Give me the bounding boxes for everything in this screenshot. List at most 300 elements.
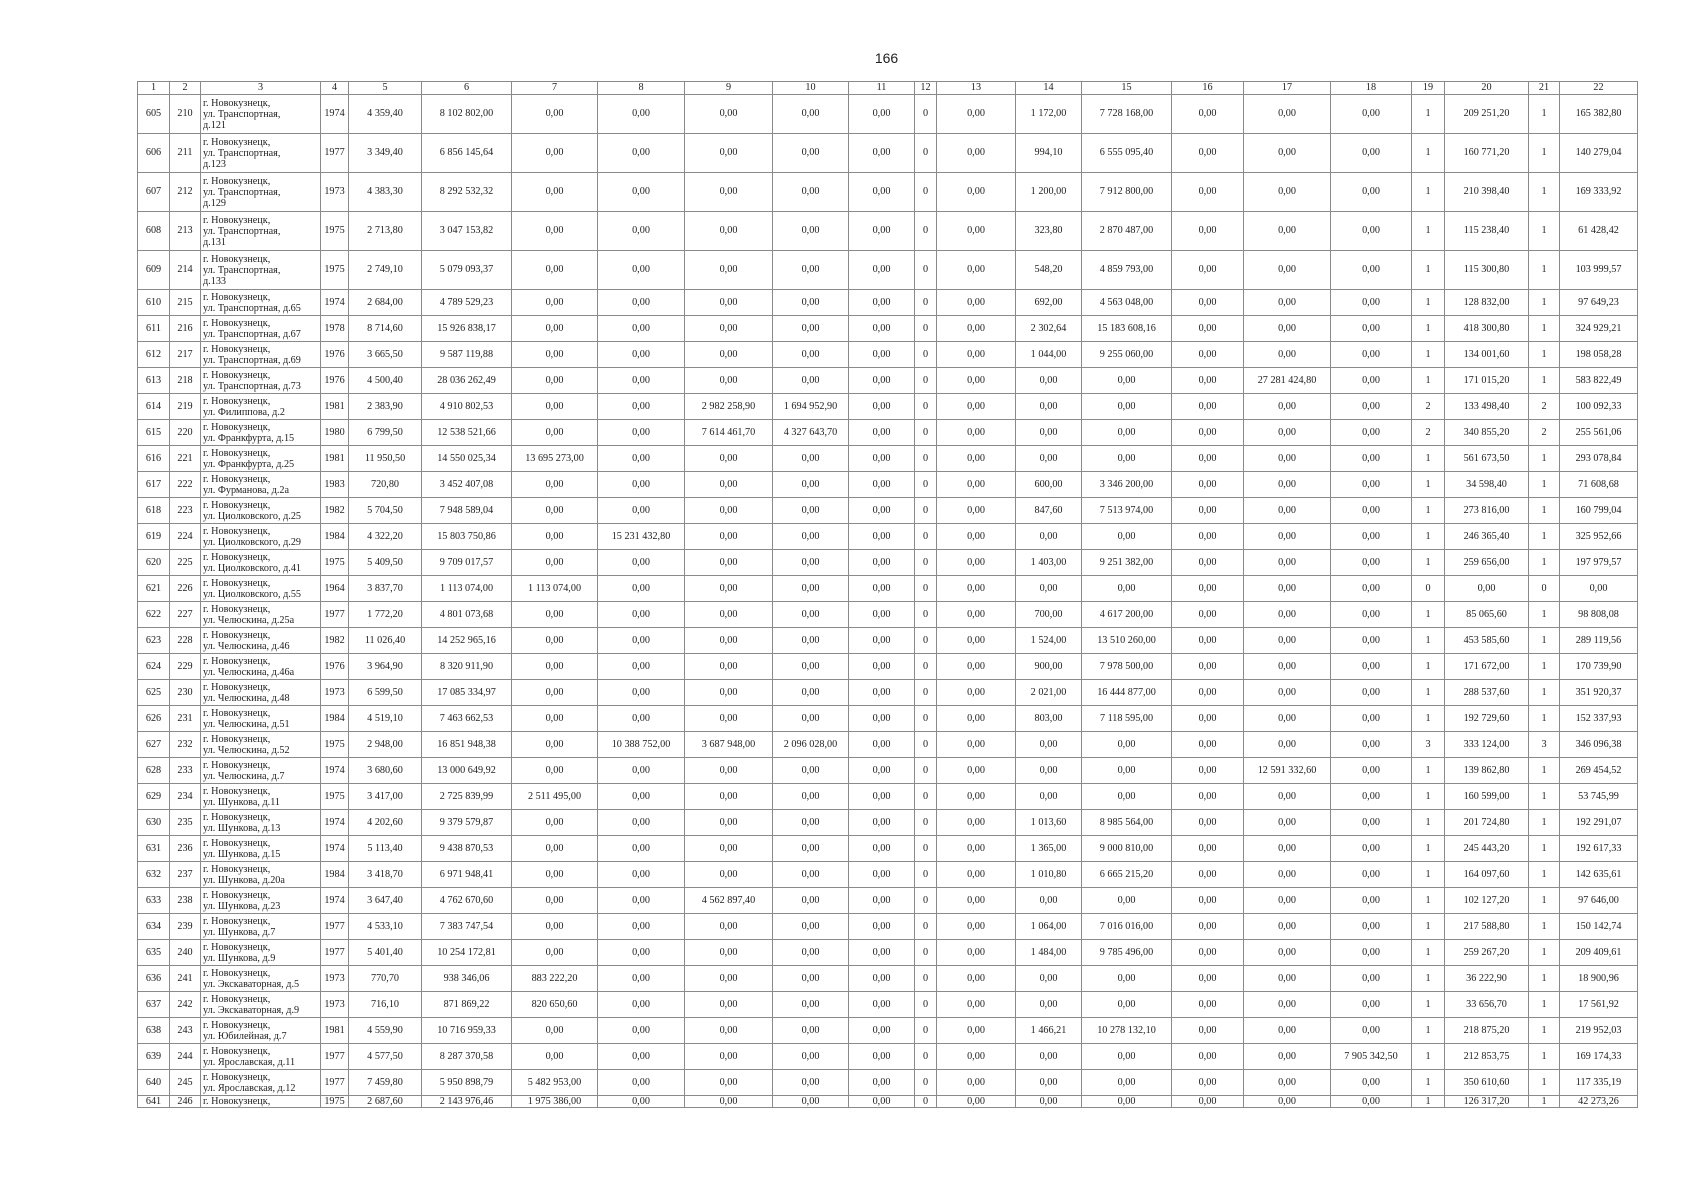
table-cell: 0,00 bbox=[1331, 784, 1412, 810]
table-cell: 33 656,70 bbox=[1445, 992, 1529, 1018]
column-number-20: 20 bbox=[1445, 82, 1529, 95]
table-cell: 212 853,75 bbox=[1445, 1044, 1529, 1070]
table-cell: 7 118 595,00 bbox=[1082, 706, 1172, 732]
column-number-4: 4 bbox=[321, 82, 349, 95]
table-cell: 623 bbox=[138, 628, 170, 654]
table-cell: 8 320 911,90 bbox=[422, 654, 512, 680]
table-cell: 0,00 bbox=[937, 342, 1016, 368]
table-cell: 0,00 bbox=[773, 1044, 849, 1070]
table-cell: 624 bbox=[138, 654, 170, 680]
table-cell: 350 610,60 bbox=[1445, 1070, 1529, 1096]
table-row bbox=[138, 1096, 1638, 1108]
table-cell: 617 bbox=[138, 472, 170, 498]
table-cell: 1973 bbox=[321, 680, 349, 706]
table-cell: 0,00 bbox=[1016, 446, 1082, 472]
table-cell: 0,00 bbox=[773, 862, 849, 888]
table-cell: 605 bbox=[138, 95, 170, 134]
table-cell: 2 302,64 bbox=[1016, 316, 1082, 342]
table-cell: 246 365,40 bbox=[1445, 524, 1529, 550]
table-row bbox=[138, 446, 1638, 472]
table-cell: 1983 bbox=[321, 472, 349, 498]
table-cell: 0 bbox=[915, 95, 937, 134]
table-cell: 0 bbox=[915, 1018, 937, 1044]
table-cell: 171 015,20 bbox=[1445, 368, 1529, 394]
table-row bbox=[138, 680, 1638, 706]
table-cell: 619 bbox=[138, 524, 170, 550]
table-cell: 0,00 bbox=[1172, 394, 1244, 420]
table-cell: 0,00 bbox=[598, 173, 685, 212]
table-cell: 0,00 bbox=[773, 576, 849, 602]
table-cell: 1 975 386,00 bbox=[512, 1096, 598, 1108]
table-cell: 0,00 bbox=[1172, 498, 1244, 524]
table-cell: 0,00 bbox=[1331, 680, 1412, 706]
table-cell: 3 346 200,00 bbox=[1082, 472, 1172, 498]
table-cell: 0,00 bbox=[598, 251, 685, 290]
table-cell: 1984 bbox=[321, 524, 349, 550]
table-cell: 5 950 898,79 bbox=[422, 1070, 512, 1096]
table-cell: 0,00 bbox=[1082, 420, 1172, 446]
address-cell: г. Новокузнецк, ул. Фурманова, д.2а bbox=[201, 472, 321, 498]
table-cell: 4 789 529,23 bbox=[422, 290, 512, 316]
table-cell: 561 673,50 bbox=[1445, 446, 1529, 472]
table-cell: 453 585,60 bbox=[1445, 628, 1529, 654]
table-cell: 628 bbox=[138, 758, 170, 784]
table-cell: 0,00 bbox=[773, 940, 849, 966]
table-row bbox=[138, 784, 1638, 810]
table-cell: 1 bbox=[1412, 966, 1445, 992]
table-cell: 0,00 bbox=[598, 966, 685, 992]
table-cell: 0,00 bbox=[1244, 810, 1331, 836]
table-cell: 236 bbox=[170, 836, 201, 862]
table-cell: 0,00 bbox=[1172, 1070, 1244, 1096]
table-cell: 1 bbox=[1412, 290, 1445, 316]
table-cell: 2 687,60 bbox=[349, 1096, 422, 1108]
table-cell: 0,00 bbox=[1244, 212, 1331, 251]
table-cell: 237 bbox=[170, 862, 201, 888]
table-cell: 351 920,37 bbox=[1560, 680, 1638, 706]
address-cell: г. Новокузнецк, ул. Юбилейная, д.7 bbox=[201, 1018, 321, 1044]
table-cell: 1 bbox=[1412, 1070, 1445, 1096]
table-cell: 1 484,00 bbox=[1016, 940, 1082, 966]
table-cell: 0,00 bbox=[1331, 1018, 1412, 1044]
table-cell: 11 026,40 bbox=[349, 628, 422, 654]
table-cell: 115 238,40 bbox=[1445, 212, 1529, 251]
table-cell: 1 bbox=[1412, 706, 1445, 732]
table-row bbox=[138, 810, 1638, 836]
table-cell: 0,00 bbox=[1244, 1018, 1331, 1044]
table-cell: 0,00 bbox=[1082, 446, 1172, 472]
table-cell: 0,00 bbox=[937, 368, 1016, 394]
table-cell: 0 bbox=[915, 758, 937, 784]
table-cell: 0,00 bbox=[1331, 550, 1412, 576]
table-cell: 1 200,00 bbox=[1016, 173, 1082, 212]
table-cell: 0,00 bbox=[1244, 888, 1331, 914]
table-cell: 1 bbox=[1412, 758, 1445, 784]
table-cell: 0,00 bbox=[1331, 212, 1412, 251]
table-row bbox=[138, 966, 1638, 992]
table-cell: 1 bbox=[1412, 1096, 1445, 1108]
table-cell: 0,00 bbox=[937, 420, 1016, 446]
table-cell: 1974 bbox=[321, 810, 349, 836]
table-cell: 0,00 bbox=[937, 95, 1016, 134]
table-cell: 8 985 564,00 bbox=[1082, 810, 1172, 836]
table-cell: 169 333,92 bbox=[1560, 173, 1638, 212]
table-cell: 0,00 bbox=[1331, 498, 1412, 524]
table-cell: 0,00 bbox=[1331, 602, 1412, 628]
table-cell: 638 bbox=[138, 1018, 170, 1044]
table-cell: 1974 bbox=[321, 836, 349, 862]
table-cell: 0 bbox=[915, 1044, 937, 1070]
table-cell: 0,00 bbox=[773, 342, 849, 368]
table-cell: 0,00 bbox=[937, 914, 1016, 940]
table-cell: 245 bbox=[170, 1070, 201, 1096]
table-cell: 0,00 bbox=[849, 680, 915, 706]
table-cell: 0,00 bbox=[849, 628, 915, 654]
table-cell: 0,00 bbox=[849, 368, 915, 394]
table-cell: 0,00 bbox=[849, 524, 915, 550]
table-cell: 240 bbox=[170, 940, 201, 966]
table-cell: 214 bbox=[170, 251, 201, 290]
table-cell: 1 bbox=[1529, 862, 1560, 888]
table-cell: 0,00 bbox=[1331, 1096, 1412, 1108]
table-cell: 1 694 952,90 bbox=[773, 394, 849, 420]
table-cell: 0,00 bbox=[685, 212, 773, 251]
table-cell: 0,00 bbox=[685, 1018, 773, 1044]
table-cell: 0,00 bbox=[1244, 862, 1331, 888]
table-cell: 17 085 334,97 bbox=[422, 680, 512, 706]
table-cell: 0,00 bbox=[849, 394, 915, 420]
table-cell: 2 749,10 bbox=[349, 251, 422, 290]
table-cell: 1975 bbox=[321, 212, 349, 251]
table-cell: 0,00 bbox=[685, 576, 773, 602]
table-cell: 0,00 bbox=[512, 394, 598, 420]
table-cell: 0,00 bbox=[773, 680, 849, 706]
table-cell: 0 bbox=[915, 602, 937, 628]
table-cell: 8 714,60 bbox=[349, 316, 422, 342]
table-cell: 0,00 bbox=[849, 732, 915, 758]
table-cell: 0 bbox=[915, 784, 937, 810]
table-cell: 17 561,92 bbox=[1560, 992, 1638, 1018]
table-cell: 0,00 bbox=[512, 368, 598, 394]
table-cell: 1973 bbox=[321, 173, 349, 212]
table-cell: 231 bbox=[170, 706, 201, 732]
table-cell: 10 388 752,00 bbox=[598, 732, 685, 758]
table-cell: 0,00 bbox=[1244, 784, 1331, 810]
table-cell: 4 577,50 bbox=[349, 1044, 422, 1070]
table-cell: 0,00 bbox=[685, 446, 773, 472]
table-cell: 0,00 bbox=[512, 498, 598, 524]
table-cell: 0,00 bbox=[849, 992, 915, 1018]
column-number-22: 22 bbox=[1560, 82, 1638, 95]
table-cell: 630 bbox=[138, 810, 170, 836]
table-cell: 0 bbox=[915, 940, 937, 966]
table-cell: 0,00 bbox=[937, 550, 1016, 576]
table-cell: 0 bbox=[915, 290, 937, 316]
table-cell: 0,00 bbox=[685, 784, 773, 810]
address-cell: г. Новокузнецк, ул. Челюскина, д.52 bbox=[201, 732, 321, 758]
table-cell: 640 bbox=[138, 1070, 170, 1096]
table-cell: 0,00 bbox=[1331, 914, 1412, 940]
table-cell: 1981 bbox=[321, 446, 349, 472]
table-cell: 700,00 bbox=[1016, 602, 1082, 628]
table-cell: 0 bbox=[915, 550, 937, 576]
table-cell: 0,00 bbox=[598, 212, 685, 251]
table-cell: 629 bbox=[138, 784, 170, 810]
table-cell: 632 bbox=[138, 862, 170, 888]
table-cell: 1 bbox=[1529, 628, 1560, 654]
table-cell: 0,00 bbox=[1331, 446, 1412, 472]
table-cell: 1 bbox=[1529, 1044, 1560, 1070]
table-cell: 0 bbox=[915, 810, 937, 836]
table-cell: 9 587 119,88 bbox=[422, 342, 512, 368]
table-cell: 0,00 bbox=[1244, 836, 1331, 862]
registry-table bbox=[137, 81, 1638, 1108]
table-cell: 0,00 bbox=[937, 290, 1016, 316]
table-cell: 128 832,00 bbox=[1445, 290, 1529, 316]
address-cell: г. Новокузнецк, ул. Челюскина, д.46 bbox=[201, 628, 321, 654]
table-cell: 27 281 424,80 bbox=[1244, 368, 1331, 394]
table-cell: 606 bbox=[138, 134, 170, 173]
table-cell: 0,00 bbox=[1331, 290, 1412, 316]
table-cell: 229 bbox=[170, 654, 201, 680]
table-cell: 0,00 bbox=[773, 368, 849, 394]
table-cell: 0,00 bbox=[773, 914, 849, 940]
table-cell: 0 bbox=[915, 888, 937, 914]
table-cell: 0,00 bbox=[685, 134, 773, 173]
table-cell: 0,00 bbox=[512, 316, 598, 342]
table-cell: 0,00 bbox=[1244, 732, 1331, 758]
table-cell: 1974 bbox=[321, 758, 349, 784]
table-cell: 0 bbox=[915, 212, 937, 251]
table-cell: 2 bbox=[1412, 420, 1445, 446]
table-cell: 994,10 bbox=[1016, 134, 1082, 173]
table-cell: 8 292 532,32 bbox=[422, 173, 512, 212]
table-cell: 102 127,20 bbox=[1445, 888, 1529, 914]
table-cell: 0,00 bbox=[1082, 992, 1172, 1018]
table-row bbox=[138, 602, 1638, 628]
table-cell: 1976 bbox=[321, 654, 349, 680]
address-cell: г. Новокузнецк, ул. Экскаваторная, д.5 bbox=[201, 966, 321, 992]
table-cell: 0,00 bbox=[849, 212, 915, 251]
table-cell: 192 729,60 bbox=[1445, 706, 1529, 732]
table-cell: 0,00 bbox=[1244, 992, 1331, 1018]
table-cell: 2 bbox=[1529, 394, 1560, 420]
table-cell: 0,00 bbox=[937, 1096, 1016, 1108]
table-cell: 1 bbox=[1412, 134, 1445, 173]
address-cell: г. Новокузнецк, ул. Транспортная, д.131 bbox=[201, 212, 321, 251]
table-cell: 210 398,40 bbox=[1445, 173, 1529, 212]
table-cell: 0,00 bbox=[512, 940, 598, 966]
table-cell: 0,00 bbox=[512, 212, 598, 251]
table-row bbox=[138, 706, 1638, 732]
table-cell: 13 695 273,00 bbox=[512, 446, 598, 472]
table-cell: 1 013,60 bbox=[1016, 810, 1082, 836]
table-cell: 3 bbox=[1412, 732, 1445, 758]
table-cell: 0,00 bbox=[773, 992, 849, 1018]
address-cell: г. Новокузнецк, ул. Транспортная, д.67 bbox=[201, 316, 321, 342]
table-cell: 0,00 bbox=[849, 784, 915, 810]
table-cell: 211 bbox=[170, 134, 201, 173]
table-cell: 1984 bbox=[321, 706, 349, 732]
column-number-18: 18 bbox=[1331, 82, 1412, 95]
table-cell: 0,00 bbox=[1016, 524, 1082, 550]
address-cell: г. Новокузнецк, bbox=[201, 1096, 321, 1108]
table-cell: 1 bbox=[1412, 680, 1445, 706]
table-cell: 0,00 bbox=[1172, 784, 1244, 810]
table-cell: 7 728 168,00 bbox=[1082, 95, 1172, 134]
table-cell: 85 065,60 bbox=[1445, 602, 1529, 628]
table-cell: 1964 bbox=[321, 576, 349, 602]
table-cell: 0,00 bbox=[773, 784, 849, 810]
table-cell: 820 650,60 bbox=[512, 992, 598, 1018]
table-cell: 0,00 bbox=[849, 654, 915, 680]
table-cell: 1 466,21 bbox=[1016, 1018, 1082, 1044]
table-cell: 0,00 bbox=[1082, 784, 1172, 810]
table-cell: 1 bbox=[1529, 784, 1560, 810]
table-cell: 0 bbox=[915, 1070, 937, 1096]
table-row bbox=[138, 732, 1638, 758]
table-cell: 0,00 bbox=[1172, 368, 1244, 394]
table-cell: 0,00 bbox=[849, 498, 915, 524]
table-cell: 0,00 bbox=[1244, 472, 1331, 498]
table-cell: 0,00 bbox=[1172, 628, 1244, 654]
table-cell: 0,00 bbox=[512, 472, 598, 498]
table-cell: 0,00 bbox=[937, 316, 1016, 342]
table-cell: 0,00 bbox=[849, 420, 915, 446]
table-cell: 4 559,90 bbox=[349, 1018, 422, 1044]
table-cell: 0,00 bbox=[1172, 576, 1244, 602]
table-cell: 1977 bbox=[321, 940, 349, 966]
table-cell: 1 bbox=[1529, 888, 1560, 914]
table-row bbox=[138, 940, 1638, 966]
table-cell: 0,00 bbox=[937, 836, 1016, 862]
table-cell: 0,00 bbox=[685, 654, 773, 680]
table-cell: 97 646,00 bbox=[1560, 888, 1638, 914]
table-cell: 0,00 bbox=[685, 1044, 773, 1070]
table-row bbox=[138, 992, 1638, 1018]
table-cell: 9 709 017,57 bbox=[422, 550, 512, 576]
table-cell: 0,00 bbox=[685, 628, 773, 654]
table-cell: 0,00 bbox=[598, 1044, 685, 1070]
column-number-2: 2 bbox=[170, 82, 201, 95]
table-cell: 0,00 bbox=[685, 836, 773, 862]
table-cell: 0,00 bbox=[685, 810, 773, 836]
table-cell: 1 bbox=[1412, 251, 1445, 290]
table-cell: 0,00 bbox=[1445, 576, 1529, 602]
table-cell: 1 bbox=[1529, 966, 1560, 992]
table-cell: 0,00 bbox=[512, 420, 598, 446]
table-cell: 0,00 bbox=[849, 134, 915, 173]
table-cell: 288 537,60 bbox=[1445, 680, 1529, 706]
table-cell: 0,00 bbox=[849, 810, 915, 836]
table-cell: 0 bbox=[915, 862, 937, 888]
table-cell: 0,00 bbox=[598, 784, 685, 810]
table-cell: 0,00 bbox=[937, 680, 1016, 706]
table-cell: 246 bbox=[170, 1096, 201, 1108]
table-cell: 150 142,74 bbox=[1560, 914, 1638, 940]
table-cell: 0,00 bbox=[512, 342, 598, 368]
page-number: 166 bbox=[874, 50, 899, 66]
table-row bbox=[138, 394, 1638, 420]
table-cell: 0 bbox=[915, 706, 937, 732]
table-cell: 583 822,49 bbox=[1560, 368, 1638, 394]
table-cell: 609 bbox=[138, 251, 170, 290]
table-cell: 0,00 bbox=[685, 251, 773, 290]
column-number-10: 10 bbox=[773, 82, 849, 95]
table-cell: 4 359,40 bbox=[349, 95, 422, 134]
table-cell: 0,00 bbox=[849, 1096, 915, 1108]
table-cell: 9 785 496,00 bbox=[1082, 940, 1172, 966]
table-cell: 139 862,80 bbox=[1445, 758, 1529, 784]
table-cell: 0,00 bbox=[1244, 290, 1331, 316]
table-row bbox=[138, 576, 1638, 602]
table-cell: 7 905 342,50 bbox=[1331, 1044, 1412, 1070]
table-cell: 0 bbox=[915, 524, 937, 550]
table-cell: 0,00 bbox=[1172, 212, 1244, 251]
table-cell: 3 680,60 bbox=[349, 758, 422, 784]
table-cell: 1 010,80 bbox=[1016, 862, 1082, 888]
table-cell: 0,00 bbox=[773, 1096, 849, 1108]
table-cell: 235 bbox=[170, 810, 201, 836]
table-cell: 635 bbox=[138, 940, 170, 966]
table-cell: 0,00 bbox=[598, 888, 685, 914]
table-row bbox=[138, 524, 1638, 550]
table-cell: 42 273,26 bbox=[1560, 1096, 1638, 1108]
address-cell: г. Новокузнецк, ул. Шункова, д.7 bbox=[201, 914, 321, 940]
table-cell: 0,00 bbox=[685, 602, 773, 628]
table-cell: 3 647,40 bbox=[349, 888, 422, 914]
table-cell: 0,00 bbox=[512, 251, 598, 290]
table-cell: 1 bbox=[1412, 654, 1445, 680]
table-cell: 634 bbox=[138, 914, 170, 940]
table-cell: 0,00 bbox=[1331, 173, 1412, 212]
address-cell: г. Новокузнецк, ул. Транспортная, д.129 bbox=[201, 173, 321, 212]
table-cell: 0,00 bbox=[937, 784, 1016, 810]
table-cell: 346 096,38 bbox=[1560, 732, 1638, 758]
table-cell: 6 856 145,64 bbox=[422, 134, 512, 173]
table-cell: 0,00 bbox=[773, 173, 849, 212]
column-number-16: 16 bbox=[1172, 82, 1244, 95]
table-cell: 1 113 074,00 bbox=[512, 576, 598, 602]
table-cell: 0,00 bbox=[1016, 966, 1082, 992]
table-cell: 0,00 bbox=[773, 290, 849, 316]
table-row bbox=[138, 251, 1638, 290]
table-cell: 0,00 bbox=[849, 888, 915, 914]
table-cell: 0,00 bbox=[1331, 524, 1412, 550]
address-cell: г. Новокузнецк, ул. Филиппова, д.2 bbox=[201, 394, 321, 420]
table-cell: 4 202,60 bbox=[349, 810, 422, 836]
table-cell: 219 bbox=[170, 394, 201, 420]
table-cell: 1973 bbox=[321, 992, 349, 1018]
table-cell: 0 bbox=[915, 368, 937, 394]
table-cell: 0,00 bbox=[1016, 1096, 1082, 1108]
table-cell: 0,00 bbox=[598, 1096, 685, 1108]
table-cell: 607 bbox=[138, 173, 170, 212]
table-row bbox=[138, 342, 1638, 368]
table-cell: 0,00 bbox=[1244, 173, 1331, 212]
table-cell: 0,00 bbox=[937, 628, 1016, 654]
table-cell: 1 bbox=[1412, 1018, 1445, 1044]
address-cell: г. Новокузнецк, ул. Шункова, д.11 bbox=[201, 784, 321, 810]
table-cell: 34 598,40 bbox=[1445, 472, 1529, 498]
table-cell: 2 684,00 bbox=[349, 290, 422, 316]
table-cell: 0,00 bbox=[1172, 316, 1244, 342]
table-row bbox=[138, 888, 1638, 914]
table-cell: 1975 bbox=[321, 251, 349, 290]
table-cell: 133 498,40 bbox=[1445, 394, 1529, 420]
table-cell: 71 608,68 bbox=[1560, 472, 1638, 498]
table-cell: 0 bbox=[915, 576, 937, 602]
